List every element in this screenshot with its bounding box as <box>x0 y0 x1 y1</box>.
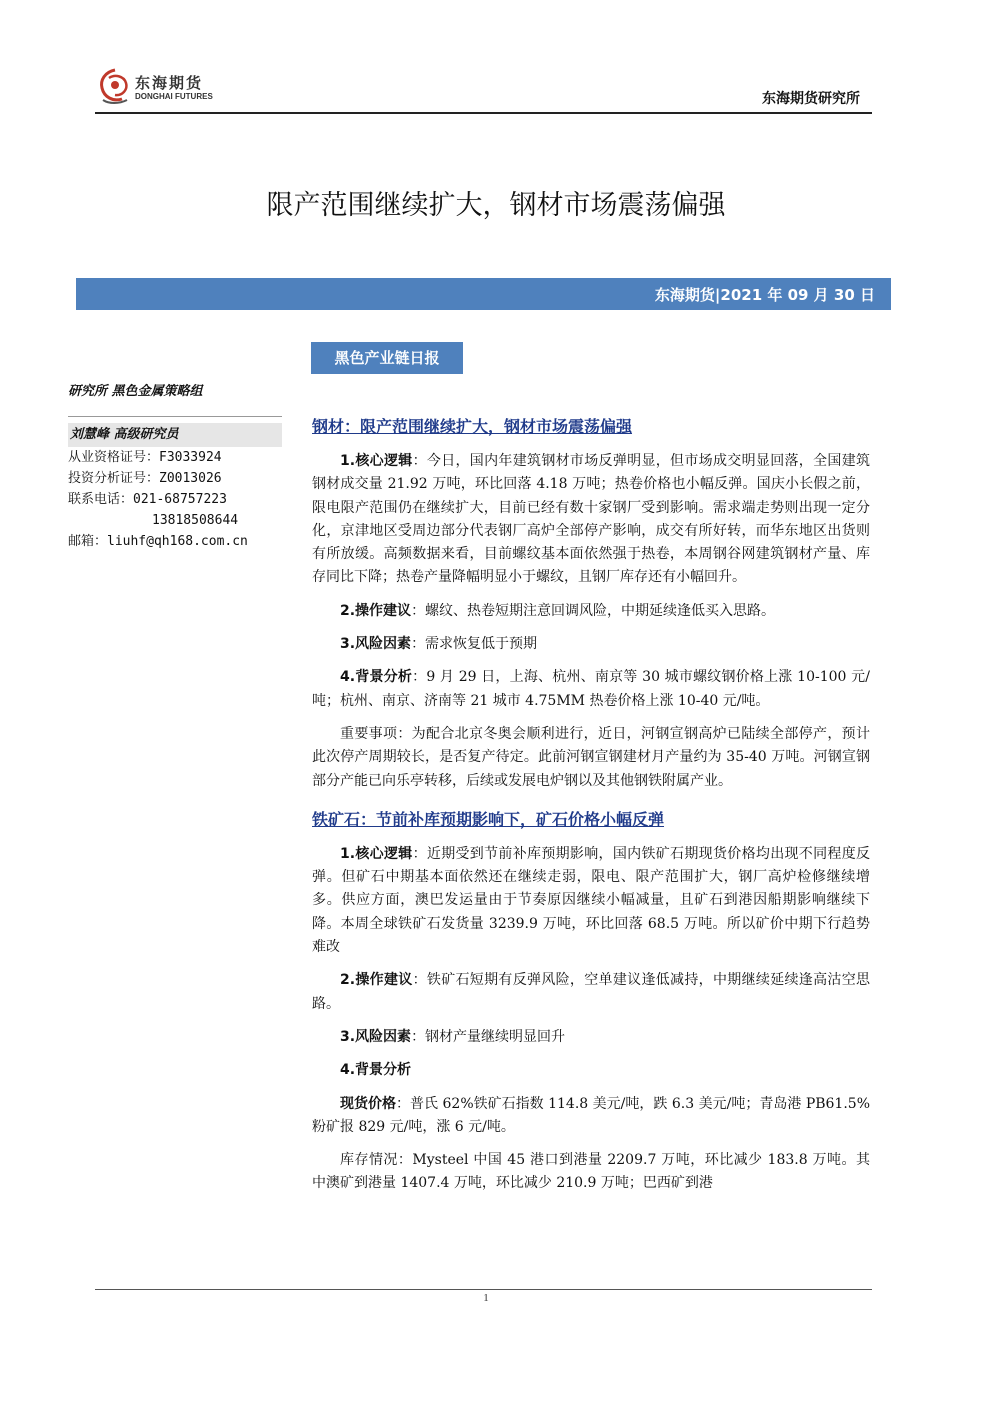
steel-core-logic <box>312 450 870 590</box>
label: 现货价格 <box>340 1095 397 1112</box>
date-bar <box>76 278 891 310</box>
company-logo <box>97 66 237 108</box>
ore-risk <box>312 1026 870 1049</box>
ore-background <box>312 1059 870 1082</box>
ore-core-logic <box>312 843 870 959</box>
ore-operation <box>312 969 870 1016</box>
label: 1.核心逻辑 <box>340 453 413 469</box>
qualification-cert: 从业资格证号：F3033924 <box>68 450 222 465</box>
footer-divider <box>95 1289 872 1290</box>
logo-text-cn: 东海期货 <box>135 74 204 92</box>
text: ：近期受到节前补库预期影响，国内铁矿石期现货价格均出现不同程度反弹。但矿石中期基本面依然还在继续走弱，限电、限产范围扩大，钢厂高炉检修继续增多。供应方面，澳巴发运量由于节奏原因继续小幅减量，且矿石到港因船期影响继续下降。本周全球铁矿石发货量 3239.9 万吨，环比回落 68.5 万吨。所以矿价中期下行趋势难改 <box>312 845 871 956</box>
steel-key-events: 重要事项：为配合北京冬奥会顺利进行，近日，河钢宣钢高炉已陆续全部停产，预计此次停产周期较长，是否复产待定。此前河钢宣钢建材月产量约为 35-40 万吨。河钢宣钢部分产能已向乐亭转移，后续或发展电炉钢以及其他钢铁附属产业。 <box>312 725 870 789</box>
label: 3.风险因素 <box>340 636 412 653</box>
label: 4.背景分析 <box>340 1062 412 1079</box>
report-date: 东海期货|2021 年 09 月 30 日 <box>654 286 875 304</box>
ore-spot-price <box>312 1093 870 1140</box>
sidebar-divider <box>68 416 282 417</box>
page-header <box>95 62 872 114</box>
text: ：螺纹、热卷短期注意回调风险，中期延续逢低买入思路。 <box>411 602 776 619</box>
logo-text-en: DONGHAI FUTURES <box>135 92 213 101</box>
text: ：普氏 62%铁矿石指数 114.8 美元/吨，跌 6.3 美元/吨；青岛港 PB61.5%粉矿报 829 元/吨，涨 6 元/吨。 <box>312 1095 871 1135</box>
label: 4.背景分析 <box>340 669 413 686</box>
ore-inventory: 库存情况：Mysteel 中国 45 港口到港量 2209.7 万吨，环比减少 183.8 万吨。其中澳矿到港量 1407.4 万吨，环比减少 210.9 万吨；巴西矿到港 <box>312 1152 870 1192</box>
page-number: 1 <box>483 1292 489 1304</box>
section-heading-iron-ore: 铁矿石：节前补库预期影响下，矿石价格小幅反弹 <box>312 809 665 829</box>
contact-phone: 联系电话：021-68757223 <box>68 492 227 507</box>
text: ：需求恢复低于预期 <box>411 636 538 653</box>
analyst-sidebar <box>68 380 282 552</box>
section-heading-steel: 钢材：限产范围继续扩大，钢材市场震荡偏强 <box>312 417 633 436</box>
institute-name: 东海期货研究所 <box>762 91 860 107</box>
header-divider <box>95 112 872 114</box>
report-title: 限产范围继续扩大，钢材市场震荡偏强 <box>266 190 726 221</box>
contact-email: 邮箱：liuhf@qh168.com.cn <box>68 534 248 549</box>
steel-background <box>312 666 870 713</box>
text: ：今日，国内年建筑钢材市场反弹明显，但市场成交明显回落，全国建筑钢材成交量 21.92 万吨，环比回落 4.18 万吨；热卷价格也小幅反弹。国庆小长假之前，限电限产范围仍在继续扩大，目前已经有数十家钢厂受到影响。需求端走势则出现一定分化，京津地区受周边部分代表钢厂高炉全部停产影响，成交有所好转，而华东地区出货则有所放缓。高频数据来看，目前螺纹基本面依然强于热卷，本周钢谷网建筑钢材产量、库存同比下降；热卷产量降幅明显小于螺纹，且钢厂库存还有小幅回升。 <box>312 453 871 586</box>
contact-mobile: 13818508644 <box>152 513 239 528</box>
steel-risk <box>312 633 870 656</box>
report-category-tag: 黑色产业链日报 <box>311 342 463 374</box>
label: 2.操作建议 <box>340 602 412 619</box>
investment-cert: 投资分析证号：Z0013026 <box>68 471 222 486</box>
label: 3.风险因素 <box>340 1028 412 1045</box>
text: ：钢材产量继续明显回升 <box>411 1028 566 1045</box>
report-body <box>312 414 870 1206</box>
team-label: 研究所 黑色金属策略组 <box>68 384 203 399</box>
label: 2.操作建议 <box>340 972 413 989</box>
donghai-logo-icon <box>97 66 133 106</box>
analyst-name: 刘慧峰 高级研究员 <box>68 423 282 447</box>
label: 1.核心逻辑 <box>340 845 413 862</box>
steel-operation <box>312 600 870 623</box>
text: ：铁矿石短期有反弹风险，空单建议逢低减持，中期继续延续逢高沽空思路。 <box>312 972 871 1012</box>
text: ：9 月 29 日，上海、杭州、南京等 30 城市螺纹钢价格上涨 10-100 元/吨；杭州、南京、济南等 21 城市 4.75MM 热卷价格上涨 10-40 元/吨。 <box>312 669 871 709</box>
